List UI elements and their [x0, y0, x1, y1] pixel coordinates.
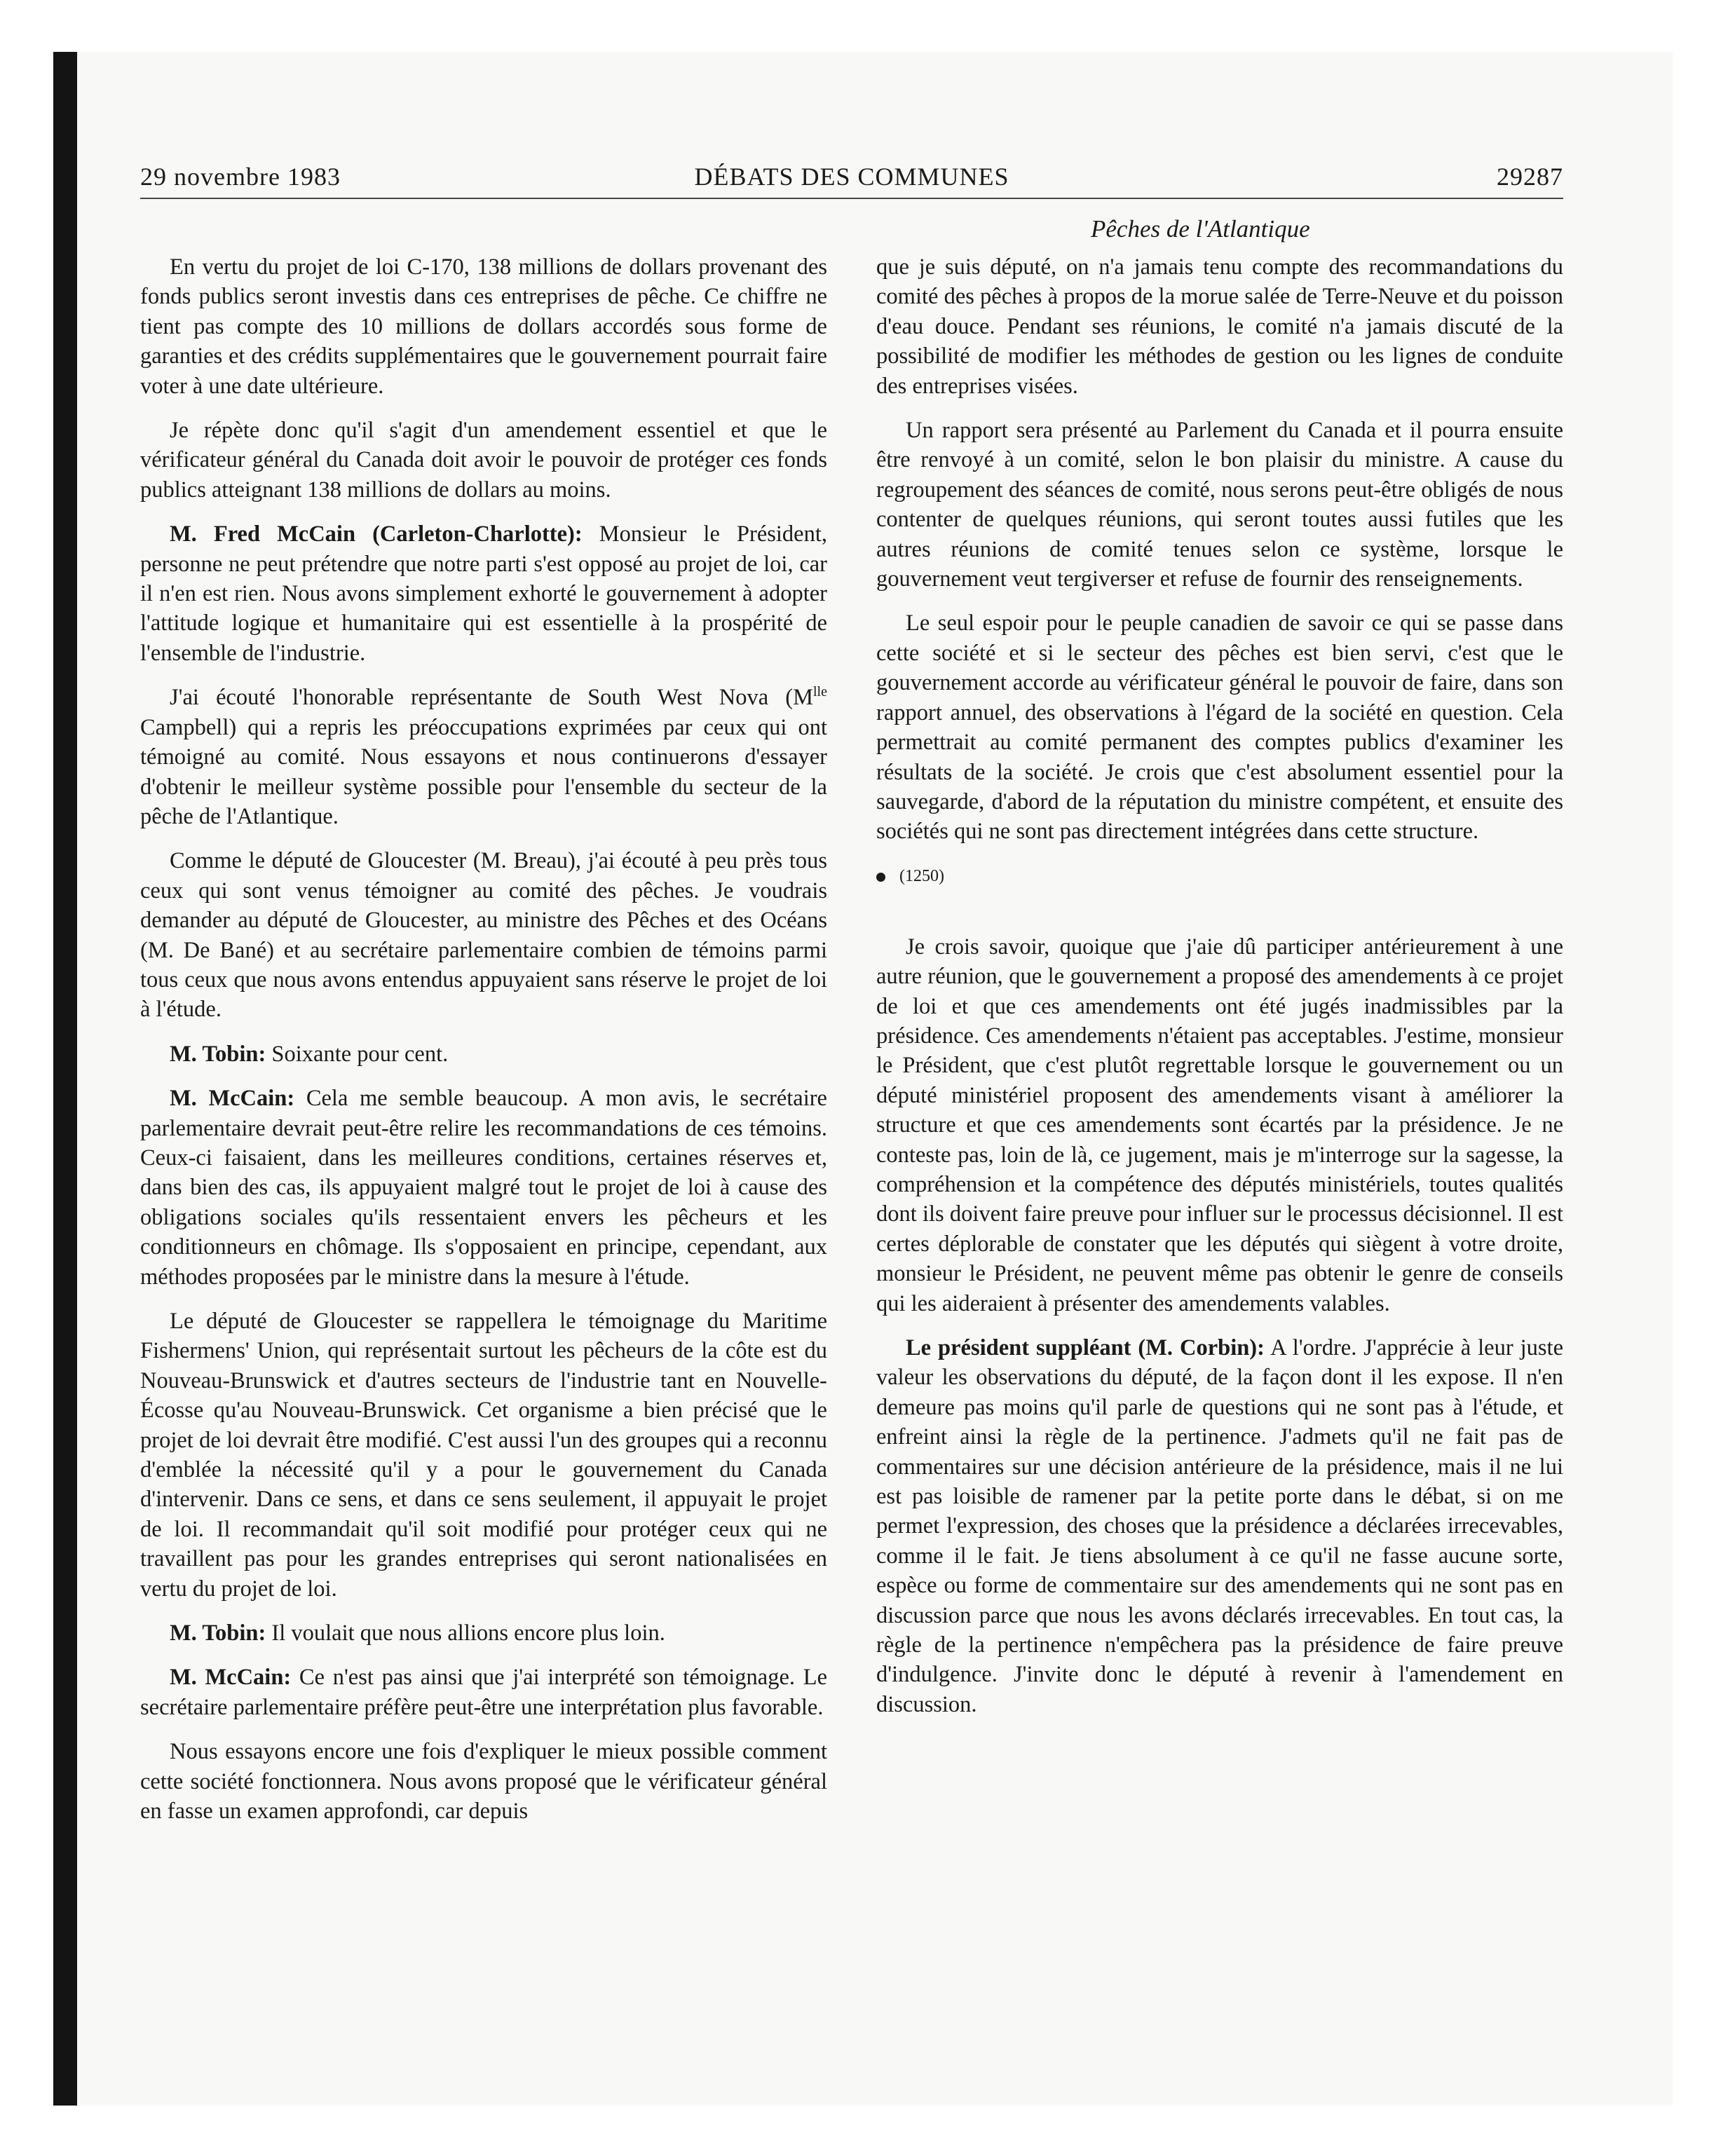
- speaker-name: Le président suppléant (M. Corbin):: [906, 1335, 1265, 1360]
- paragraph-text: Campbell) qui a repris les préoccupations exprimées par ceux qui ont témoigné au comité. Nous essayons et nous continuerons d'essayer d'obtenir le meilleur système possible pour l'ensemble du secteur de la pêche de l'Atlantique.: [140, 714, 827, 829]
- paragraph-text: J'ai écouté l'honorable représentante de South West Nova (M: [170, 685, 813, 711]
- paragraph: Je crois savoir, quoique que j'aie dû participer antérieurement à une autre réunion, que le gouvernement a proposé des amendements à ce projet de loi et que ces amendements ont été jugés inadmissibles par la présidence. Ces amendements n'étaient pas acceptables. J'estime, monsieur le Président, que c'est plutôt regrettable lorsque le gouvernement ou un député ministériel proposent des amendements visant à améliorer la structure et que ces amendements sont écartés par la présidence. Je ne conteste pas, loin de là, ce jugement, mais je m'interroge sur la sagesse, la compréhension et la compétence des députés ministériels, toutes qualités dont ils doivent faire preuve pour influer sur le processus décisionnel. Il est certes déplorable de constater que les députés qui siègent à votre droite, monsieur le Président, ne peuvent même pas obtenir le genre de conseils qui les aideraient à présenter des amendements valables.: [876, 934, 1563, 1316]
- speaker-name: M. Tobin:: [170, 1041, 266, 1067]
- paragraph: Comme le député de Gloucester (M. Breau), j'ai écouté à peu près tous ceux qui sont venus témoigner au comité des pêches. Je voudrais demander au député de Gloucester, au ministre des Pêches et des Océans (M. De Bané) et au secrétaire parlementaire combien de témoins parmi tous ceux que nous avons entendus appuyaient sans réserve le projet de loi à l'étude.: [140, 848, 827, 1023]
- speech-paragraph: [140, 1084, 827, 1292]
- section-title: Pêches de l'Atlantique: [1091, 215, 1310, 243]
- paragraph: En vertu du projet de loi C-170, 138 millions de dollars provenant des fonds publics seront investis dans ces entreprises de pêche. Ce chiffre ne tient pas compte des 10 millions de dollars accordés sous forme de garanties et des crédits supplémentaires que le gouvernement pourrait faire voter à une date ultérieure.: [140, 254, 827, 399]
- left-column: [140, 252, 827, 1841]
- header-title: DÉBATS DES COMMUNES: [694, 163, 1009, 191]
- speaker-name: M. Fred McCain (Carleton-Charlotte):: [170, 521, 583, 547]
- speech-paragraph: [140, 1618, 827, 1648]
- speech-text: Ce n'est pas ainsi que j'ai interprété son témoignage. Le secrétaire parlementaire préfère peut-être une interprétation plus favorable.: [140, 1665, 827, 1720]
- speaker-name: M. Tobin:: [170, 1621, 266, 1646]
- header-date: 29 novembre 1983: [140, 163, 341, 191]
- time-marker-text: (1250): [899, 866, 944, 885]
- speech-text: Monsieur le Président, personne ne peut prétendre que notre parti s'est opposé au projet de loi, car il n'en est rien. Nous avons simplement exhorté le gouvernement à adopter l'attitude logique et humanitaire qui est essentielle à la prospérité de l'ensemble de l'industrie.: [140, 521, 828, 666]
- paragraph: Un rapport sera présenté au Parlement du Canada et il pourra ensuite être renvoyé à un comité, selon le bon plaisir du ministre. A cause du regroupement des séances de comité, nous serons peut-être obligés de nous contenter de quelques réunions, qui seront toutes aussi futiles que les autres réunions de comité tenues selon ce système, lorsque le gouvernement veut tergiverser et refuse de fournir des renseignements.: [876, 418, 1563, 592]
- speech-paragraph: [140, 519, 827, 668]
- speech-paragraph: [876, 1333, 1563, 1719]
- paragraph: [140, 683, 827, 831]
- time-marker: [876, 862, 1563, 890]
- speech-text: Il voulait que nous allions encore plus loin.: [266, 1621, 665, 1646]
- paragraph: Je répète donc qu'il s'agit d'un amendement essentiel et que le vérificateur général du Canada doit avoir le pouvoir de protéger ces fonds publics atteignant 138 millions de dollars au moins.: [140, 418, 827, 503]
- superscript: lle: [813, 684, 827, 700]
- paragraph: Le seul espoir pour le peuple canadien de savoir ce qui se passe dans cette société et si le secteur des pêches est bien servi, c'est que le gouvernement accorde au vérificateur général le pouvoir de faire, dans son rapport annuel, des observations à l'égard de la société en question. Cela permettrait au comité permanent des comptes publics d'examiner les résultats de la société. Je crois que c'est absolument essentiel pour la sauvegarde, d'abord de la réputation du ministre compétent, et ensuite des sociétés qui ne sont pas directement intégrées dans cette structure.: [876, 610, 1563, 845]
- paragraph: que je suis député, on n'a jamais tenu compte des recommandations du comité des pêches à propos de la morue salée de Terre-Neuve et du poisson d'eau douce. Pendant ses réunions, le comité n'a jamais discuté de la possibilité de modifier les méthodes de gestion ou les lignes de conduite des entreprises visées.: [876, 254, 1563, 399]
- speaker-name: M. McCain:: [170, 1665, 292, 1691]
- speech-text: Soixante pour cent.: [266, 1041, 449, 1067]
- paragraph: Nous essayons encore une fois d'expliquer le mieux possible comment cette société fonctionnera. Nous avons proposé que le vérificateur général en fasse un examen approfondi, car depuis: [140, 1739, 827, 1824]
- paragraph: Le député de Gloucester se rappellera le témoignage du Maritime Fishermens' Union, qui représentait surtout les pêcheurs de la côte est du Nouveau-Brunswick et d'autres secteurs de l'industrie tant en Nouvelle-Écosse qu'au Nouveau-Brunswick. Cet organisme a bien précisé que le projet de loi devrait être modifié. C'est aussi l'un des groupes qui a reconnu d'emblée la nécessité qu'il y a pour le gouvernement du Canada d'intervenir. Dans ce sens, et dans ce sens seulement, il appuyait le projet de loi. Il recommandait qu'il soit modifié pour protéger ceux qui ne travaillent pas pour les grandes entreprises qui seront nationalisées en vertu du projet de loi.: [140, 1309, 827, 1602]
- right-column: [876, 252, 1563, 1734]
- page-header: [140, 158, 1563, 199]
- speech-text: A l'ordre. J'apprécie à leur juste valeur les observations du député, de la façon dont il les expose. Il n'en demeure pas moins qu'il parle de questions qui ne sont pas à l'étude, et enfreint ainsi la règle de la pertinence. J'admets qu'il ne fait pas de commentaires sur une décision antérieure de la présidence, mais il ne lui est pas loisible de ramener par la petite porte dans le débat, si on me permet l'expression, des choses que la présidence a déclarées irrecevables, comme il le fait. Je tiens absolument à ce qu'il ne fasse aucune sorte, espèce ou forme de commentaire sur des amendements qui ne sont pas en discussion parce que nous les avons déclarés irrecevables. En tout cas, la règle de la pertinence n'empêchera pas la présidence de faire preuve d'indulgence. J'invite donc le député à revenir à l'amendement en discussion.: [876, 1335, 1564, 1717]
- speech-paragraph: [140, 1663, 827, 1722]
- speaker-name: M. McCain:: [170, 1086, 295, 1112]
- header-page-number: 29287: [1497, 163, 1563, 191]
- speech-text: Cela me semble beaucoup. A mon avis, le secrétaire parlementaire devrait peut-être relire les recommandations de ces témoins. Ceux-ci faisaient, dans les meilleures conditions, certaines réserves et, dans bien des cas, ils appuyaient malgré tout le projet de loi à cause des obligations sociales qu'ils ressentaient envers les pêcheurs et les conditionneurs en chômage. Ils s'opposaient en principe, cependant, aux méthodes proposées par le ministre dans la mesure à l'étude.: [140, 1086, 827, 1290]
- bullet-icon: [876, 873, 885, 882]
- speech-paragraph: [140, 1039, 827, 1069]
